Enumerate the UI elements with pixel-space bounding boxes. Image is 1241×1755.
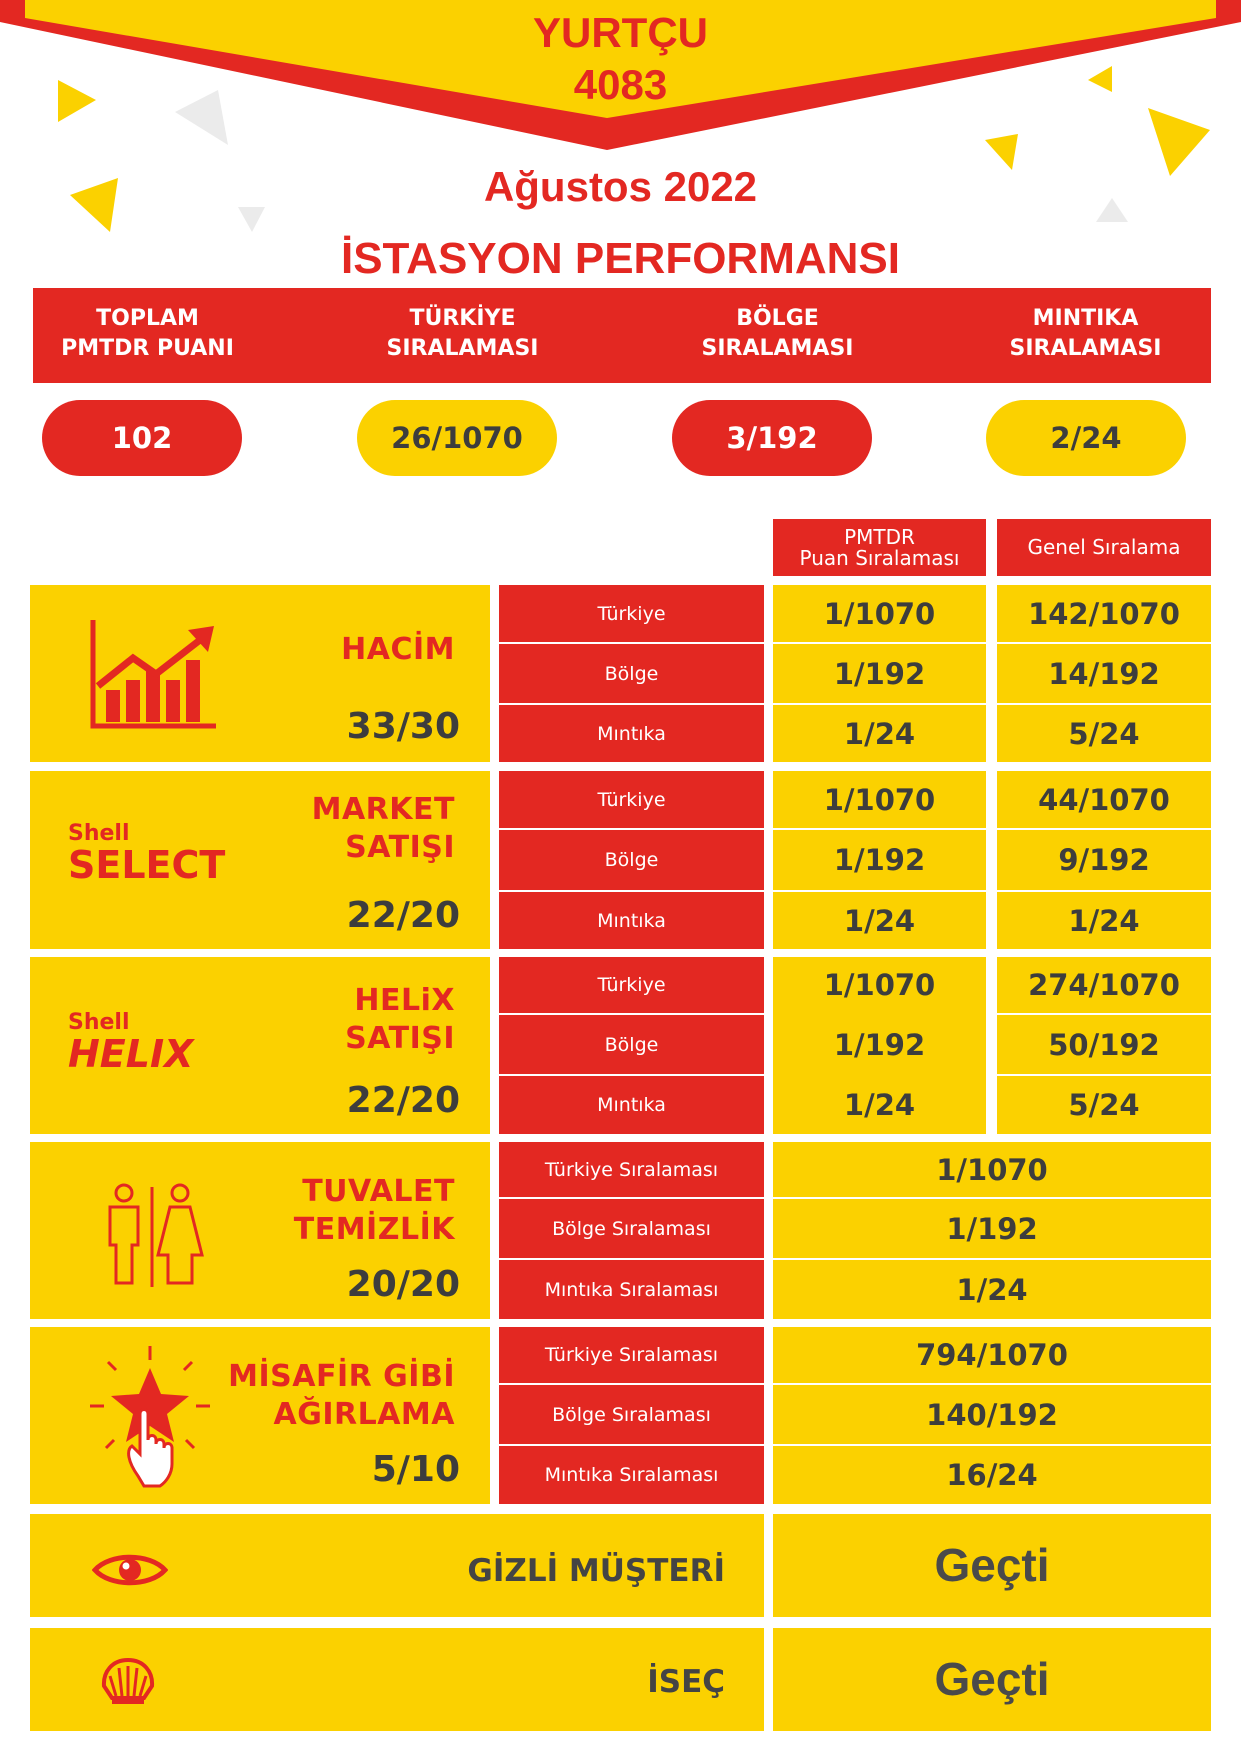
period-title: Ağustos 2022 (483, 163, 758, 210)
summary-header-mintika: MINTIKA SIRALAMASI (1009, 306, 1162, 361)
market-genel-value: 1/24 (997, 892, 1211, 949)
market-pmtdr-value: 1/24 (773, 892, 986, 949)
helix-row-label: Bölge (499, 1015, 764, 1074)
misafir-row-label: Bölge Sıralaması (499, 1385, 764, 1444)
misafir-row-label: Mıntıka Sıralaması (499, 1446, 764, 1504)
section-market-label: MARKET SATIŞI (311, 792, 455, 865)
gizli-musteri-label: GİZLİ MÜŞTERİ (467, 1553, 725, 1589)
summary-header-total: TOPLAM PMTDR PUANI (61, 306, 234, 361)
market-genel-value: 9/192 (997, 830, 1211, 890)
gizli-musteri-result: Geçti (934, 1539, 1050, 1591)
restroom-icon (96, 1183, 208, 1288)
market-genel-value: 44/1070 (997, 771, 1211, 828)
market-pmtdr-value: 1/1070 (773, 771, 986, 828)
section-misafir-label: MİSAFİR GİBİ AĞIRLAMA (228, 1359, 455, 1432)
eye-icon (92, 1551, 168, 1589)
hacim-genel-value: 14/192 (997, 644, 1211, 703)
helix-pmtdr-value: 1/24 (843, 1088, 916, 1122)
section-hacim-label: HACİM (341, 632, 455, 667)
isec-result: Geçti (934, 1653, 1050, 1705)
tuvalet-rank-value: 1/24 (773, 1260, 1211, 1319)
market-pmtdr-value: 1/192 (773, 830, 986, 890)
tuvalet-rank-value: 1/1070 (773, 1142, 1211, 1197)
section-helix-label: HELiX SATIŞI (345, 983, 455, 1056)
report-title: İSTASYON PERFORMANSI (340, 234, 900, 283)
section-helix-score: 22/20 (346, 1080, 460, 1121)
helix-genel-value: 50/192 (997, 1015, 1211, 1074)
turkiye-rank-pill: 26/1070 (357, 400, 557, 476)
bolge-rank-pill: 3/192 (672, 400, 872, 476)
station-name: YURTÇU (533, 9, 708, 56)
section-hacim-score: 33/30 (346, 706, 460, 747)
hacim-genel-value: 142/1070 (997, 585, 1211, 642)
shell-select-logo: Shell SELECT (68, 821, 226, 887)
hacim-row-label: Mıntıka (499, 705, 764, 762)
misafir-row-label: Türkiye Sıralaması (499, 1327, 764, 1383)
summary-header-turkiye: TÜRKİYE SIRALAMASI (386, 306, 539, 361)
market-row-label: Bölge (499, 830, 764, 890)
station-code: 4083 (573, 61, 668, 108)
helix-pmtdr-value: 1/1070 (823, 968, 936, 1002)
hacim-genel-value: 5/24 (997, 705, 1211, 762)
total-score-pill: 102 (42, 400, 242, 476)
isec-label: İSEÇ (647, 1664, 725, 1700)
helix-genel-value: 274/1070 (997, 957, 1211, 1013)
market-row-label: Mıntıka (499, 892, 764, 949)
section-tuvalet-score: 20/20 (346, 1264, 460, 1305)
column-header-genel: Genel Sıralama (997, 519, 1211, 576)
hacim-pmtdr-value: 1/1070 (773, 585, 986, 642)
tuvalet-row-label: Mıntıka Sıralaması (499, 1260, 764, 1319)
misafir-rank-value: 794/1070 (773, 1327, 1211, 1383)
market-row-label: Türkiye (499, 771, 764, 828)
hacim-pmtdr-value: 1/192 (773, 644, 986, 703)
chart-growth-icon (88, 618, 220, 733)
helix-genel-value: 5/24 (997, 1076, 1211, 1134)
misafir-rank-value: 140/192 (773, 1385, 1211, 1444)
misafir-rank-value: 16/24 (773, 1446, 1211, 1504)
shell-pecten-icon (100, 1656, 156, 1706)
helix-row-label: Türkiye (499, 957, 764, 1013)
summary-header-bolge: BÖLGE SIRALAMASI (701, 306, 854, 361)
star-tap-icon (88, 1344, 213, 1489)
hacim-row-label: Türkiye (499, 585, 764, 642)
tuvalet-rank-value: 1/192 (773, 1199, 1211, 1258)
helix-pmtdr-value: 1/192 (833, 1027, 926, 1062)
section-market-score: 22/20 (346, 895, 460, 936)
section-tuvalet-label: TUVALET TEMİZLİK (293, 1174, 455, 1247)
hacim-pmtdr-value: 1/24 (773, 705, 986, 762)
section-misafir-score: 5/10 (371, 1449, 460, 1490)
shell-helix-logo: Shell HELIX (68, 1010, 194, 1076)
column-header-pmtdr: PMTDR Puan Sıralaması (773, 519, 986, 576)
hacim-row-label: Bölge (499, 644, 764, 703)
helix-row-label: Mıntıka (499, 1076, 764, 1134)
tuvalet-row-label: Bölge Sıralaması (499, 1199, 764, 1258)
tuvalet-row-label: Türkiye Sıralaması (499, 1142, 764, 1197)
mintika-rank-pill: 2/24 (986, 400, 1186, 476)
